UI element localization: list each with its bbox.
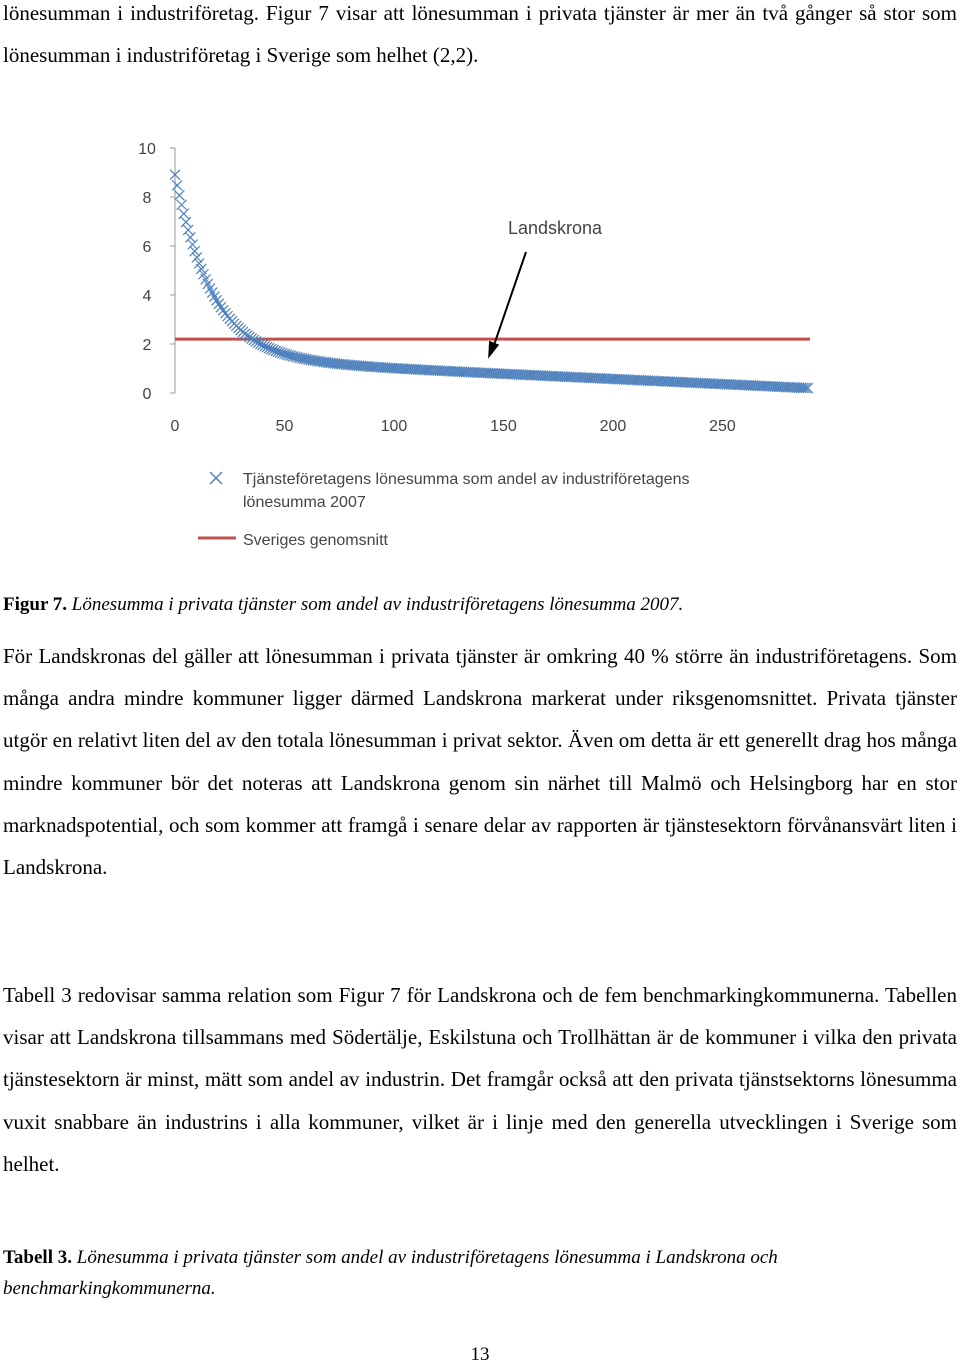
y-tick-label: 2 xyxy=(142,337,152,354)
figure-caption xyxy=(3,594,957,616)
legend-marker-x-icon xyxy=(210,472,222,484)
intro-paragraph: lönesumman i industriföretag. Figur 7 visar att lönesumman i privata tjänster är mer än två gånger så stor som lönesumman i industriföretag i Sverige som helhet (2,2). xyxy=(3,1,957,68)
data-point-x-marker xyxy=(179,209,189,219)
table-label: Tabell 3. xyxy=(3,1247,72,1268)
paragraph-1: För Landskronas del gäller att lönesumman i privata tjänster är omkring 40 % större än industriföretagens. Som många andra mindre kommuner ligger därmed Landskrona markerat under riksgenomsnittet. Privata tjänster utgör en relativt liten del av den totala lönesumman i privat sektor. Även om detta är ett generellt drag hos många mindre kommuner bör det noteras att Landskrona genom sin närhet till Malmö och Helsingborg har en stor marknadspotential, och som kommer att framgå i senare delar av rapporten är tjänstesektorn förvånansvärt liten i Landskrona. xyxy=(3,644,957,880)
annotation-arrow xyxy=(494,252,526,345)
x-tick-label: 200 xyxy=(599,418,627,435)
y-tick-label: 10 xyxy=(138,141,156,158)
x-tick-label: 250 xyxy=(709,418,736,435)
y-tick-label: 6 xyxy=(142,239,152,256)
data-point-x-marker xyxy=(183,225,193,235)
y-tick-label: 4 xyxy=(142,288,152,305)
y-tick-label: 0 xyxy=(142,386,152,403)
chart-tick-labels xyxy=(138,141,736,435)
data-point-x-marker xyxy=(188,239,198,249)
x-tick-label: 100 xyxy=(380,418,408,435)
data-point-x-marker xyxy=(185,232,195,242)
data-point-x-marker xyxy=(174,190,184,200)
legend-label-series-line-1: Tjänsteföretagens lönesumma som andel av industriföretagens xyxy=(243,471,690,488)
data-point-x-marker xyxy=(181,217,191,227)
figure-7-chart xyxy=(0,130,960,560)
figure-label: Figur 7. xyxy=(3,594,68,615)
legend-label-series-line-2: lönesumma 2007 xyxy=(243,494,366,511)
chart-axes xyxy=(170,148,175,393)
y-tick-label: 8 xyxy=(142,190,152,207)
data-point-x-marker xyxy=(216,302,226,312)
table-caption xyxy=(3,1242,957,1304)
annotation-label: Landskrona xyxy=(507,218,603,238)
data-point-x-marker xyxy=(177,200,187,210)
data-point-x-marker xyxy=(172,180,182,190)
page-number: 13 xyxy=(470,1344,490,1365)
legend-label-average: Sveriges genomsnitt xyxy=(243,532,388,549)
table-caption-text: Lönesumma i privata tjänster som andel av industriföretagens lönesumma i Landskrona och benchmarkingkommunerna. xyxy=(3,1247,778,1299)
x-tick-label: 150 xyxy=(490,418,517,435)
figure-caption-text: Lönesumma i privata tjänster som andel av industriföretagens lönesumma 2007. xyxy=(71,594,684,615)
paragraph-2: Tabell 3 redovisar samma relation som Figur 7 för Landskrona och de fem benchmarkingkommunerna. Tabellen visar att Landskrona tillsammans med Södertälje, Eskilstuna och Trollhättan är de kommuner i vilka den privata tjänstesektorn är minst, mätt som andel av industrin. Det framgår också att den privata tjänstsektorns lönesumma vuxit snabbare än industrins i alla kommuner, vilket är i linje med den generella utvecklingen i Sverige som helhet. xyxy=(3,983,957,1176)
chart-legend xyxy=(198,471,689,549)
x-tick-label: 50 xyxy=(275,418,294,435)
scatter-points xyxy=(170,170,813,393)
x-tick-label: 0 xyxy=(170,418,180,435)
landskrona-annotation xyxy=(488,218,603,359)
annotation-arrowhead xyxy=(488,341,499,359)
